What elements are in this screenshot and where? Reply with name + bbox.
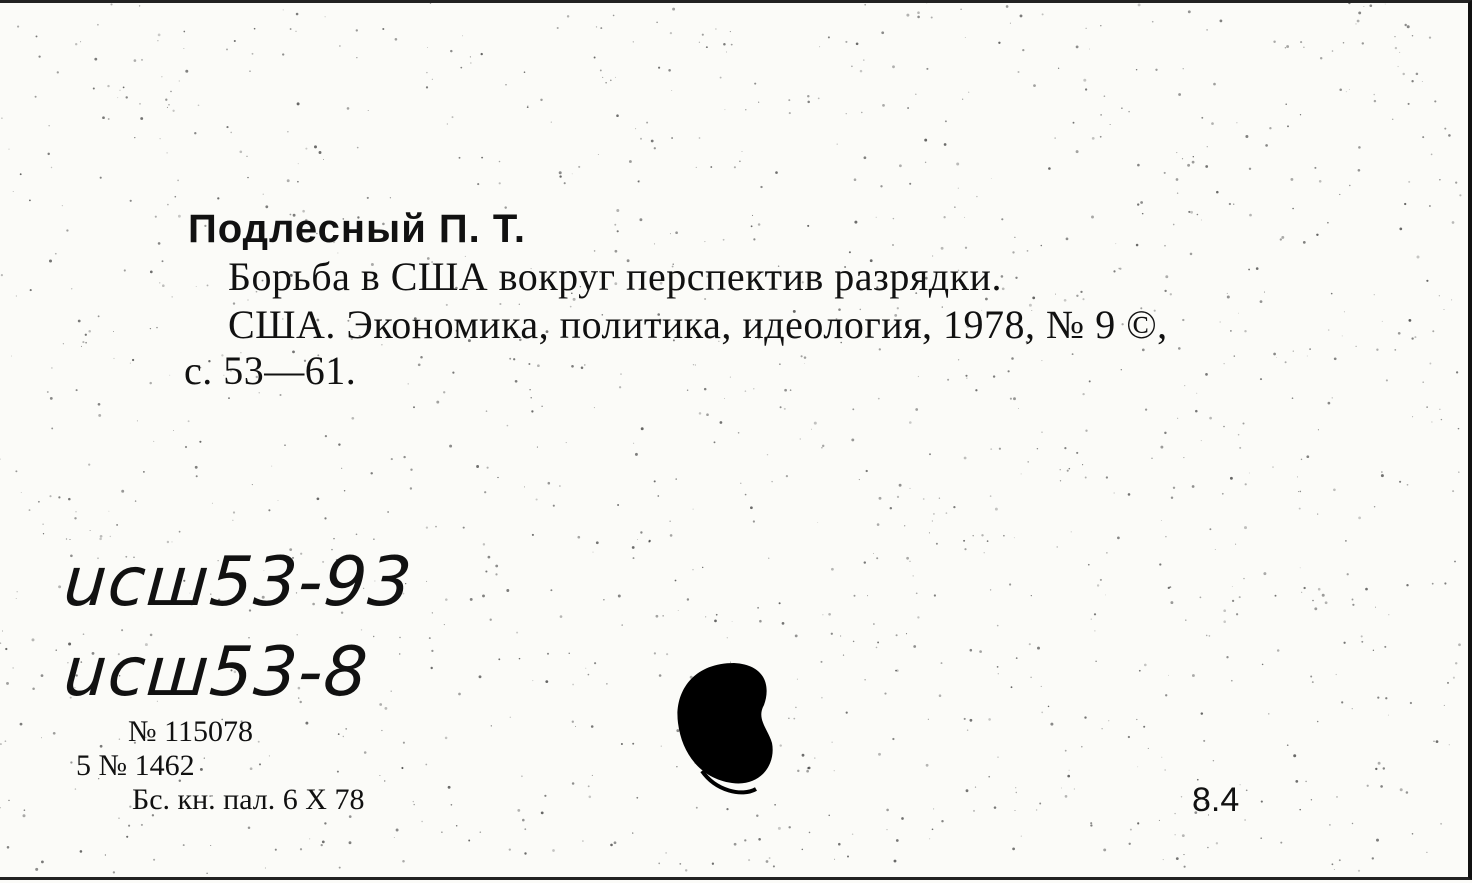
card-title-line: Борьба в США вокруг перспектив разрядки. [228,253,1002,300]
class-index: 8.4 [1192,781,1239,820]
print-info: Бс. кн. пал. 6 X 78 [132,783,364,817]
card-author: Подлесный П. Т. [188,207,526,252]
card-source-line: США. Экономика, политика, идеология, 1978, № 9 ©, [228,301,1168,348]
punch-hole [672,659,792,799]
handwritten-code-2: uсш53-8 [61,633,371,712]
card-pages-line: с. 53—61. [184,347,356,394]
handwritten-code-1: uсш53-93 [61,543,415,622]
record-number-1: № 115078 [128,715,253,749]
record-number-2: 5 № 1462 [76,749,195,783]
